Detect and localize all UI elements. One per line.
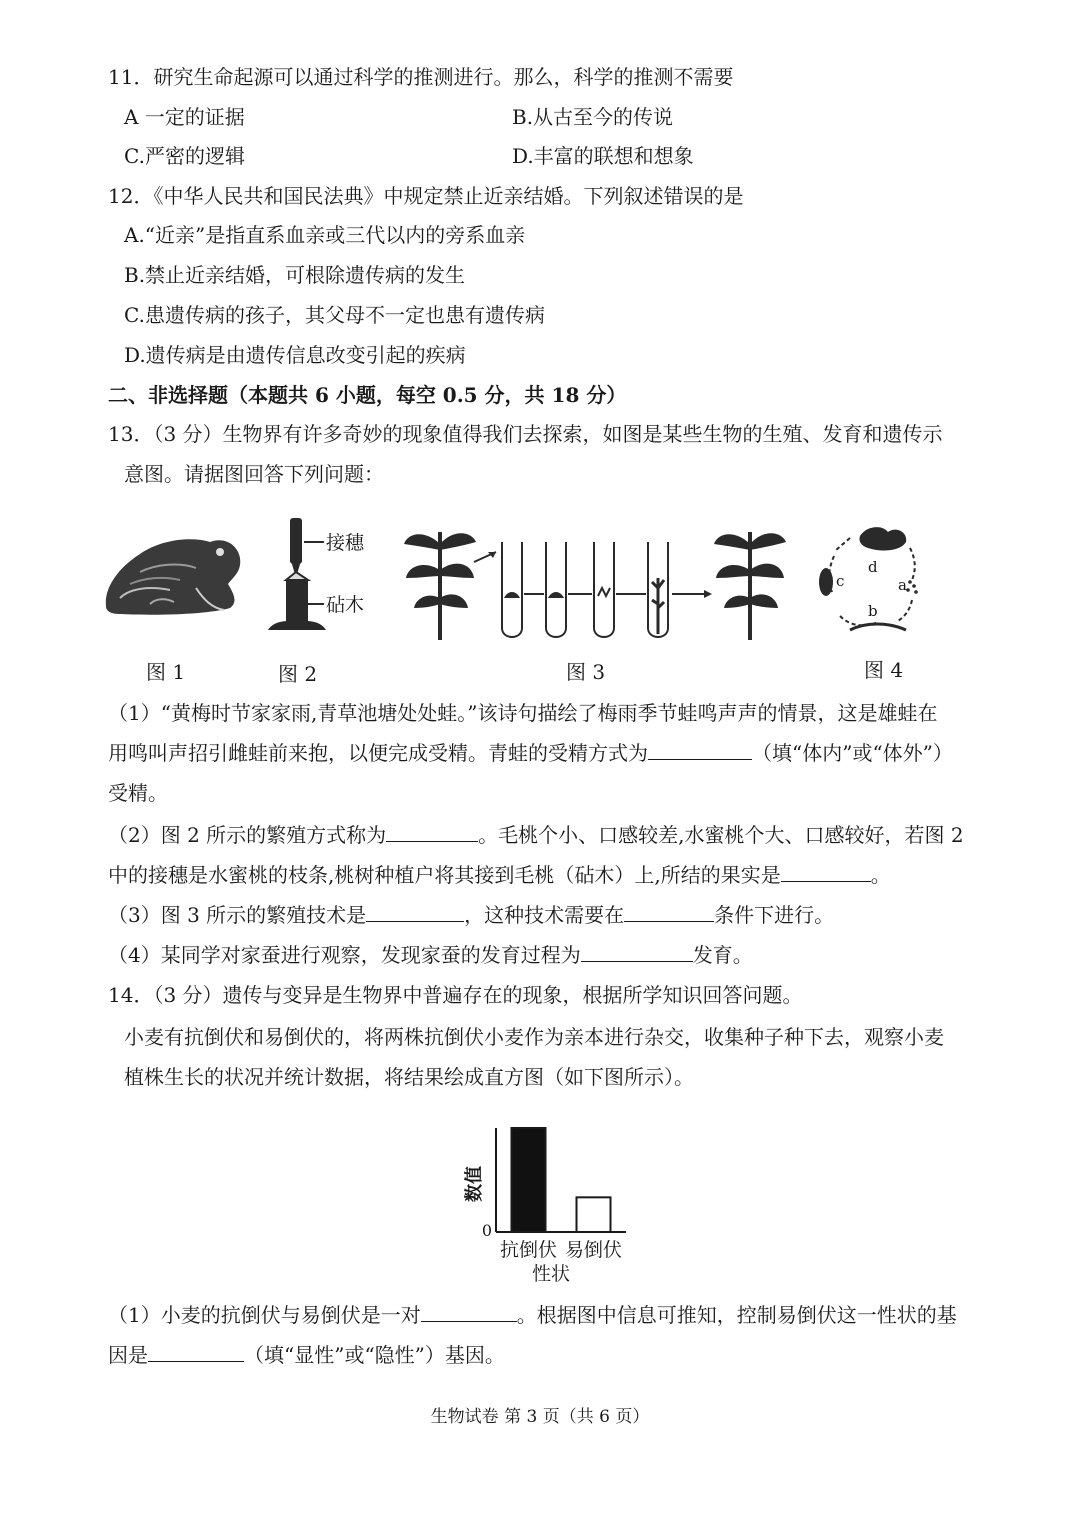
test-tube-3 xyxy=(594,542,614,637)
caption-figure-3: 图 3 xyxy=(566,660,606,684)
q14-part1-line2 xyxy=(108,1342,505,1368)
q14-part1-text-b: 。根据图中信息可推知，控制易倒伏这一性状的基 xyxy=(516,1303,957,1327)
test-tube-2 xyxy=(546,542,566,637)
q11-stem: 11．研究生命起源可以通过科学的推测进行。那么，科学的推测不需要 xyxy=(108,65,734,89)
q13-part2-text-d: 。 xyxy=(870,863,891,887)
q13-part1-line3: 受精。 xyxy=(108,781,168,805)
label-scion: 接穗 xyxy=(326,532,365,554)
q13-stem-line1: 13．（3 分）生物界有许多奇妙的现象值得我们去探索，如图是某些生物的生殖、发育和遗传示 xyxy=(108,422,943,446)
q13-part4-text-a: （4）某同学对家蚕进行观察，发现家蚕的发育过程为 xyxy=(108,943,581,967)
q14-part1-text-d: （填“显性”或“隐性”）基因。 xyxy=(244,1343,505,1367)
x-tick-label-2: 易倒伏 xyxy=(564,1239,623,1261)
q13-part3-text-c: 条件下进行。 xyxy=(714,903,835,927)
q11-option-a[interactable]: A 一定的证据 xyxy=(124,105,245,129)
q13-part2-line2 xyxy=(108,862,891,888)
q12-option-d[interactable]: D.遗传病是由遗传信息改变引起的疾病 xyxy=(124,343,466,367)
q12-stem: 12．《中华人民共和国民法典》中规定禁止近亲结婚。下列叙述错误的是 xyxy=(108,184,744,208)
q13-part2-blank2[interactable] xyxy=(781,863,871,882)
q13-part2-text-b: 。毛桃个小、口感较差,水蜜桃个大、口感较好，若图 2 xyxy=(478,823,964,847)
q14-part1-text-a: （1）小麦的抗倒伏与易倒伏是一对 xyxy=(108,1303,421,1327)
plant-right-icon xyxy=(714,532,786,640)
q13-part4 xyxy=(108,942,753,968)
q13-part1-line1: （1）“黄梅时节家家雨,青草池塘处处蛙。”该诗句描绘了梅雨季节蛙鸣声声的情景，这是雄蛙在 xyxy=(108,701,938,725)
label-c: c xyxy=(836,572,845,590)
histogram-chart xyxy=(460,1118,650,1294)
plant-left-icon xyxy=(404,532,476,640)
q13-part2-text-a: （2）图 2 所示的繁殖方式称为 xyxy=(108,823,387,847)
pupa-icon xyxy=(819,568,833,596)
test-tube-1 xyxy=(502,542,522,637)
larva-icon xyxy=(850,624,906,630)
q13-stem-line2: 意图。请据图回答下列问题： xyxy=(124,462,384,486)
origin-label: 0 xyxy=(481,1221,492,1240)
x-tick-label-1: 抗倒伏 xyxy=(499,1239,558,1261)
q13-part3-text-a: （3）图 3 所示的繁殖技术是 xyxy=(108,903,367,927)
figure-1-toad xyxy=(100,528,245,618)
label-d: d xyxy=(868,558,878,576)
q13-part1-text-a: 用鸣叫声招引雌蛙前来抱，以便完成受精。青蛙的受精方式为 xyxy=(108,741,648,765)
label-a: a xyxy=(898,576,907,594)
q12-option-c[interactable]: C.患遗传病的孩子，其父母不一定也患有遗传病 xyxy=(124,303,545,327)
moth-icon xyxy=(859,527,906,550)
q14-part1-text-c: 因是 xyxy=(108,1343,148,1367)
page-footer: 生物试卷 第 3 页（共 6 页） xyxy=(430,1407,650,1427)
q11-option-d[interactable]: D.丰富的联想和想象 xyxy=(512,144,694,168)
q13-part2-line1 xyxy=(108,822,964,848)
q13-part2-text-c: 中的接穗是水蜜桃的枝条,桃树种植户将其接到毛桃（砧木）上,所结的果实是 xyxy=(108,863,781,887)
q13-part4-text-b: 发育。 xyxy=(692,943,753,967)
q13-part3-blank1[interactable] xyxy=(366,903,464,922)
q14-part1-line1 xyxy=(108,1302,957,1328)
caption-figure-2: 图 2 xyxy=(278,662,318,686)
eggs-icon xyxy=(908,580,912,584)
figure-2-grafting xyxy=(260,512,370,636)
label-b: b xyxy=(868,602,878,620)
q14-part1-blank2[interactable] xyxy=(148,1343,244,1362)
q13-part1-text-b: （填“体内”或“体外”） xyxy=(752,741,953,765)
q14-para-line1: 小麦有抗倒伏和易倒伏的，将两株抗倒伏小麦作为亲本进行杂交，收集种子种下去，观察小麦 xyxy=(124,1025,944,1049)
q13-part4-blank[interactable] xyxy=(581,943,693,962)
q14-para-line2: 植株生长的状况并统计数据，将结果绘成直方图（如下图所示）。 xyxy=(124,1065,694,1089)
figure-3-tissue-culture xyxy=(400,522,800,646)
q14-part1-blank1[interactable] xyxy=(421,1303,517,1322)
bar-2 xyxy=(577,1197,611,1232)
q13-part1-blank[interactable] xyxy=(648,741,752,760)
test-tube-4 xyxy=(648,542,668,637)
q12-option-a[interactable]: A.“近亲”是指直系血亲或三代以内的旁系血亲 xyxy=(124,223,526,247)
q11-option-c[interactable]: C.严密的逻辑 xyxy=(124,144,245,168)
q14-stem: 14．（3 分）遗传与变异是生物界中普遍存在的现象，根据所学知识回答问题。 xyxy=(108,983,803,1007)
q13-part2-blank1[interactable] xyxy=(386,823,478,842)
section-2-heading: 二、非选择题（本题共 6 小题，每空 0.5 分，共 18 分） xyxy=(108,383,627,407)
q13-part3-text-b: ，这种技术需要在 xyxy=(464,903,625,927)
bar-1 xyxy=(512,1128,546,1232)
q11-option-b[interactable]: B.从古至今的传说 xyxy=(512,105,674,129)
caption-figure-1: 图 1 xyxy=(146,660,186,684)
y-axis-label: 数值 xyxy=(464,1166,485,1202)
x-axis-label: 性状 xyxy=(531,1263,571,1285)
label-rootstock: 砧木 xyxy=(326,594,365,616)
figure-4-silkworm-cycle xyxy=(810,518,930,640)
caption-figure-4: 图 4 xyxy=(864,658,904,682)
q13-part3 xyxy=(108,902,834,928)
q13-part1-line2 xyxy=(108,740,953,766)
q12-option-b[interactable]: B.禁止近亲结婚，可根除遗传病的发生 xyxy=(124,263,466,287)
q13-part3-blank2[interactable] xyxy=(624,903,714,922)
